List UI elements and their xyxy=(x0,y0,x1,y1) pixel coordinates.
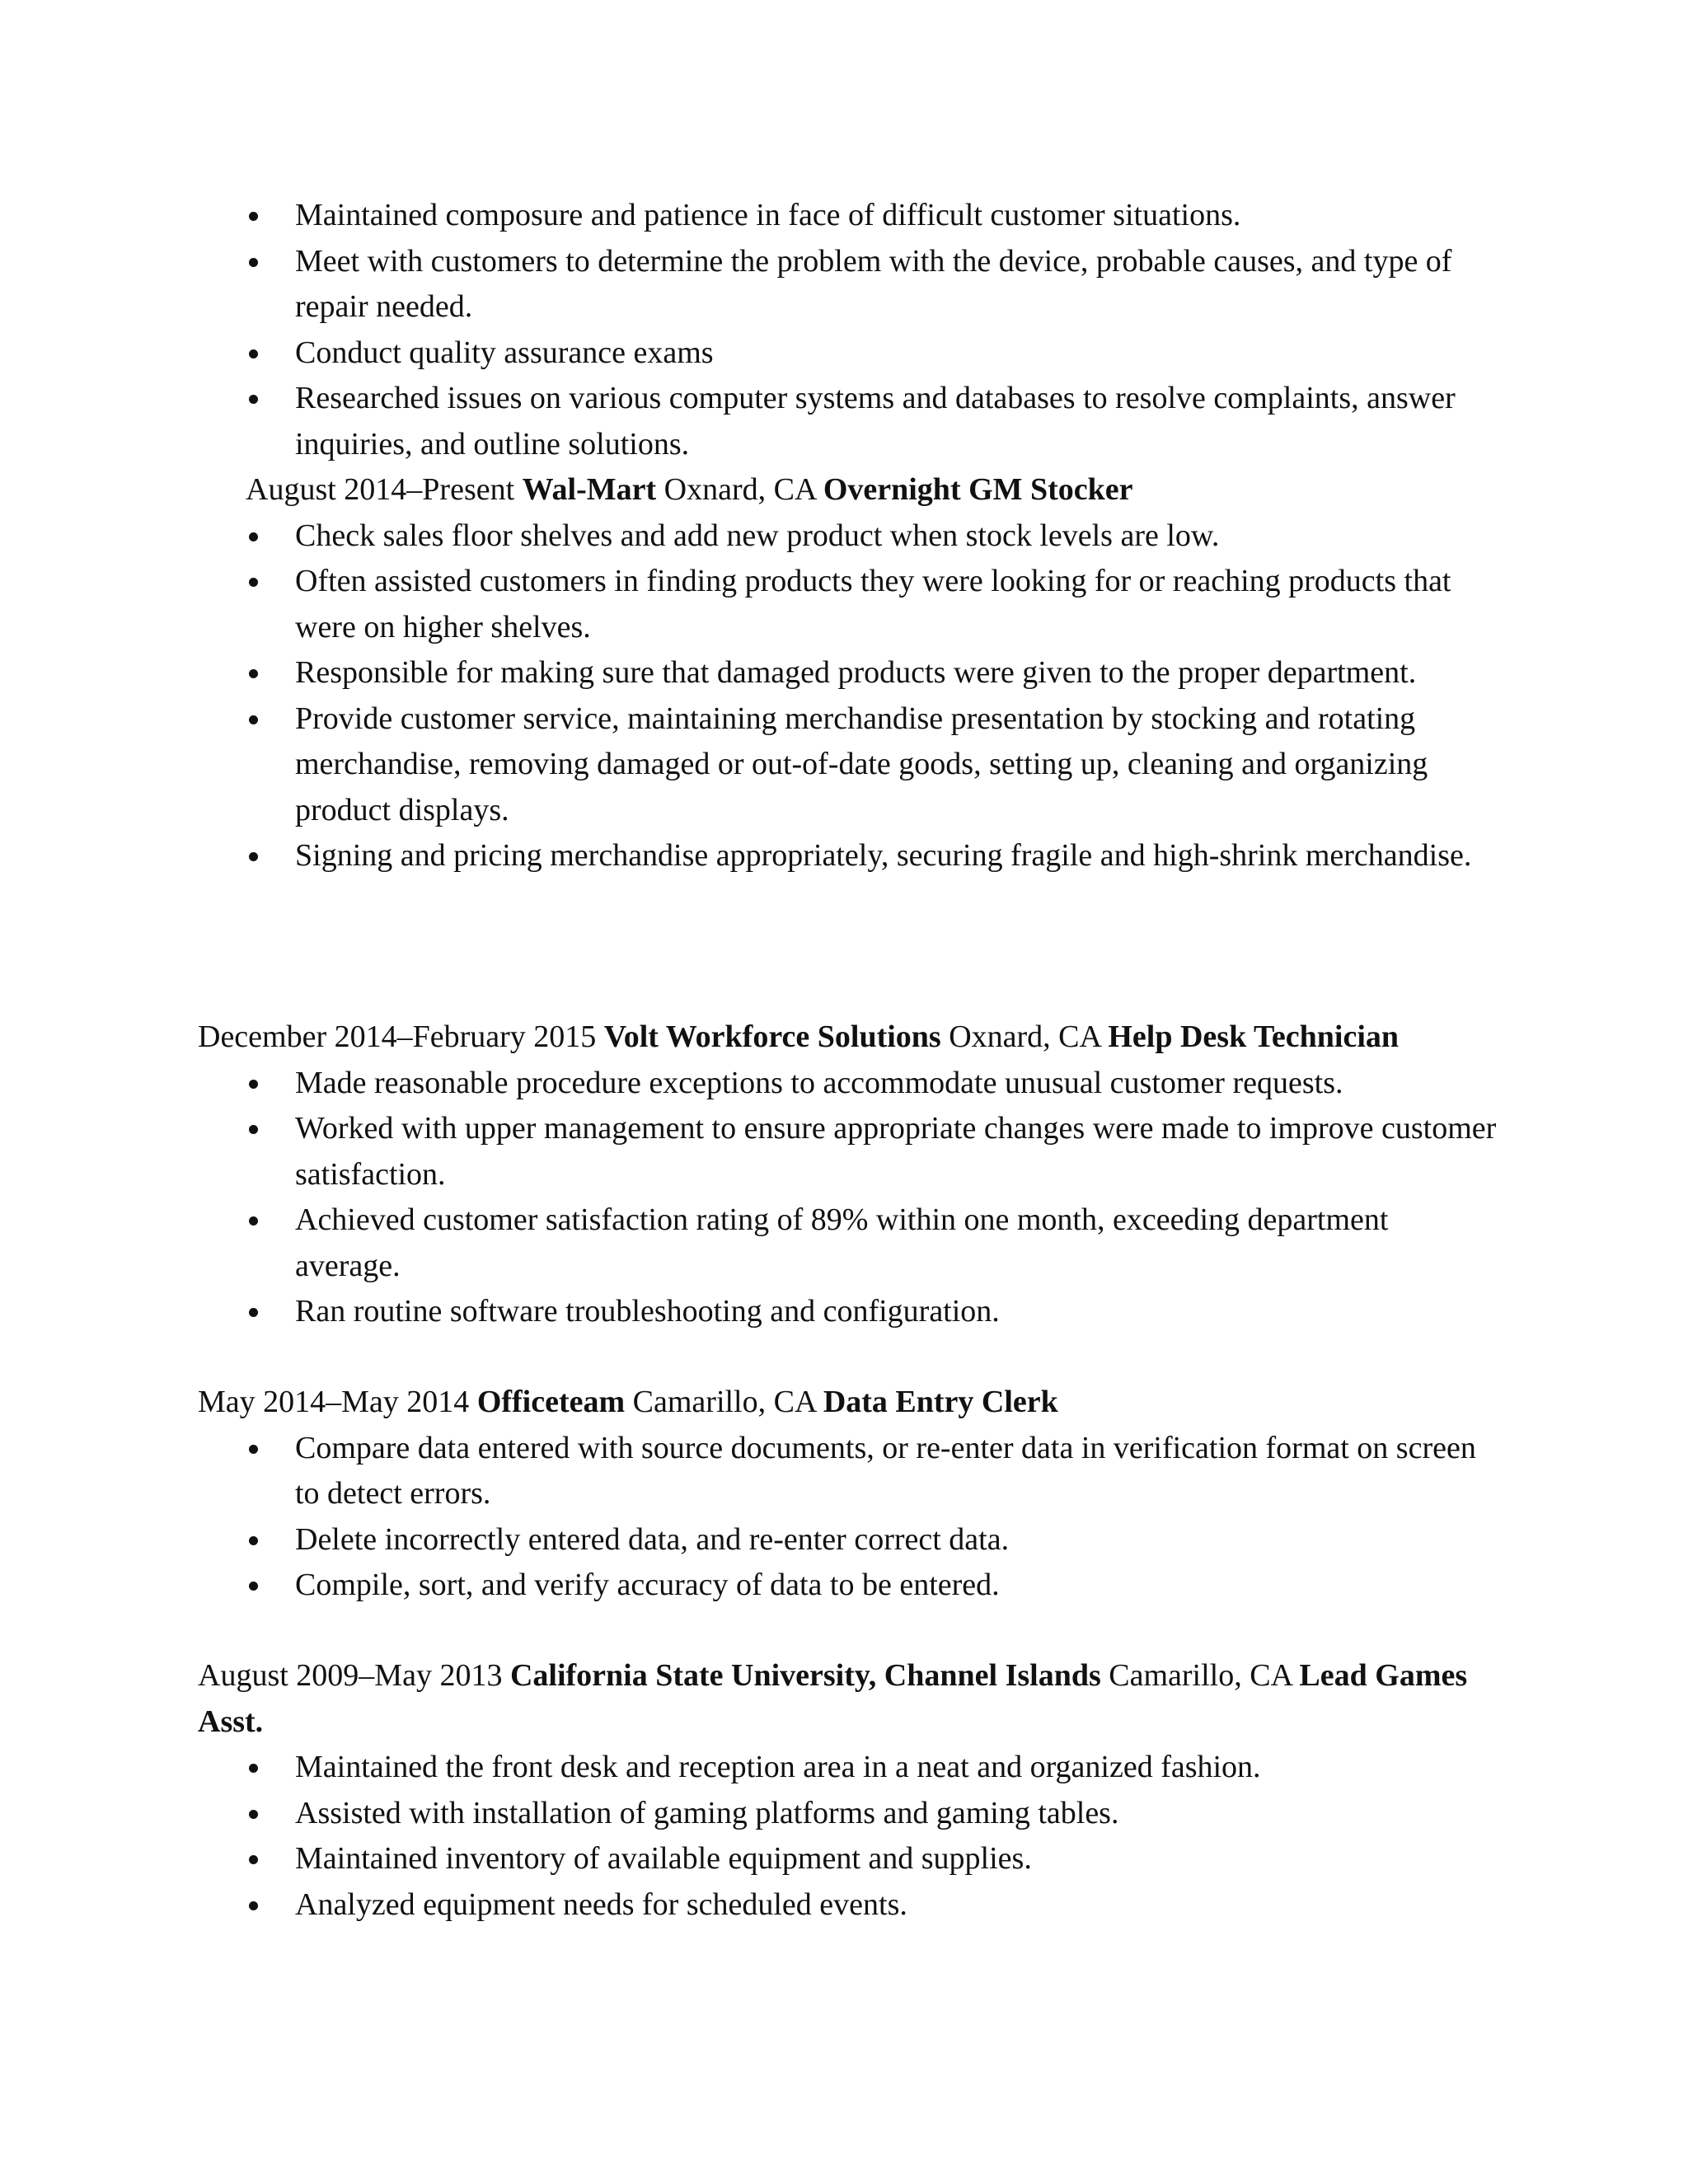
job-dates: August 2014–Present xyxy=(246,472,515,507)
list-item: Conduct quality assurance exams xyxy=(198,330,1500,377)
job-employer: Volt Workforce Solutions xyxy=(603,1019,941,1054)
list-item: Often assisted customers in finding products they were looking for or reaching products that were on higher shelves. xyxy=(198,559,1500,650)
job-location: Camarillo, CA xyxy=(632,1385,816,1419)
list-item: Compare data entered with source documents, or re-enter data in verification format on screen to detect errors. xyxy=(198,1426,1500,1517)
list-item: Provide customer service, maintaining merchandise presentation by stocking and rotating merchandise, removing damaged or out-of-date goods, setting up, cleaning and organizing product displays. xyxy=(198,696,1500,834)
list-item: Worked with upper management to ensure appropriate changes were made to improve customer satisfaction. xyxy=(198,1106,1500,1197)
job-section-csuci xyxy=(198,1653,1500,1928)
continued-bullet-list xyxy=(198,193,1500,467)
list-item: Made reasonable procedure exceptions to accommodate unusual customer requests. xyxy=(198,1061,1500,1107)
job-location: Oxnard, CA xyxy=(663,472,816,507)
list-item: Maintained composure and patience in face of difficult customer situations. xyxy=(198,193,1500,239)
job-location: Oxnard, CA xyxy=(949,1019,1100,1054)
job-bullet-list-officeteam xyxy=(198,1426,1500,1609)
job-title: Lead Games Asst. xyxy=(198,1658,1468,1739)
list-item: Delete incorrectly entered data, and re-enter correct data. xyxy=(198,1517,1500,1563)
job-title: Overnight GM Stocker xyxy=(823,472,1133,507)
list-item: Assisted with installation of gaming platforms and gaming tables. xyxy=(198,1791,1500,1837)
list-item: Meet with customers to determine the problem with the device, probable causes, and type of repair needed. xyxy=(198,239,1500,330)
list-item: Analyzed equipment needs for scheduled events. xyxy=(198,1882,1500,1929)
job-section-officeteam xyxy=(198,1380,1500,1609)
job-header-csuci xyxy=(198,1653,1500,1745)
list-item: Maintained the front desk and reception area in a neat and organized fashion. xyxy=(198,1745,1500,1791)
job-title: Data Entry Clerk xyxy=(823,1385,1058,1419)
list-item: Responsible for making sure that damaged products were given to the proper department. xyxy=(198,650,1500,696)
list-item: Compile, sort, and verify accuracy of data to be entered. xyxy=(198,1563,1500,1609)
job-dates: August 2009–May 2013 xyxy=(198,1658,503,1693)
list-item: Maintained inventory of available equipment and supplies. xyxy=(198,1836,1500,1882)
job-bullet-list-csuci xyxy=(198,1745,1500,1928)
job-location: Camarillo, CA xyxy=(1109,1658,1292,1693)
job-section-volt xyxy=(198,1015,1500,1335)
job-employer: Wal-Mart xyxy=(522,472,657,507)
job-bullet-list-volt xyxy=(198,1061,1500,1335)
job-dates: May 2014–May 2014 xyxy=(198,1385,470,1419)
job-title: Help Desk Technician xyxy=(1108,1019,1400,1054)
list-item: Check sales floor shelves and add new product when stock levels are low. xyxy=(198,513,1500,560)
job-header-officeteam xyxy=(198,1380,1500,1426)
job-header-walmart xyxy=(198,467,1500,513)
job-employer: Officeteam xyxy=(476,1385,626,1419)
job-employer: California State University, Channel Islands xyxy=(509,1658,1101,1693)
job-header-volt xyxy=(198,1015,1500,1061)
list-item: Achieved customer satisfaction rating of 89% within one month, exceeding department average. xyxy=(198,1197,1500,1289)
job-bullet-list-walmart xyxy=(198,513,1500,879)
list-item: Ran routine software troubleshooting and configuration. xyxy=(198,1289,1500,1335)
job-dates: December 2014–February 2015 xyxy=(198,1019,597,1054)
list-item: Signing and pricing merchandise appropriately, securing fragile and high-shrink merchandise. xyxy=(198,833,1500,879)
experience-section-continued xyxy=(198,193,1500,879)
list-item: Researched issues on various computer systems and databases to resolve complaints, answer inquiries, and outline solutions. xyxy=(198,376,1500,467)
